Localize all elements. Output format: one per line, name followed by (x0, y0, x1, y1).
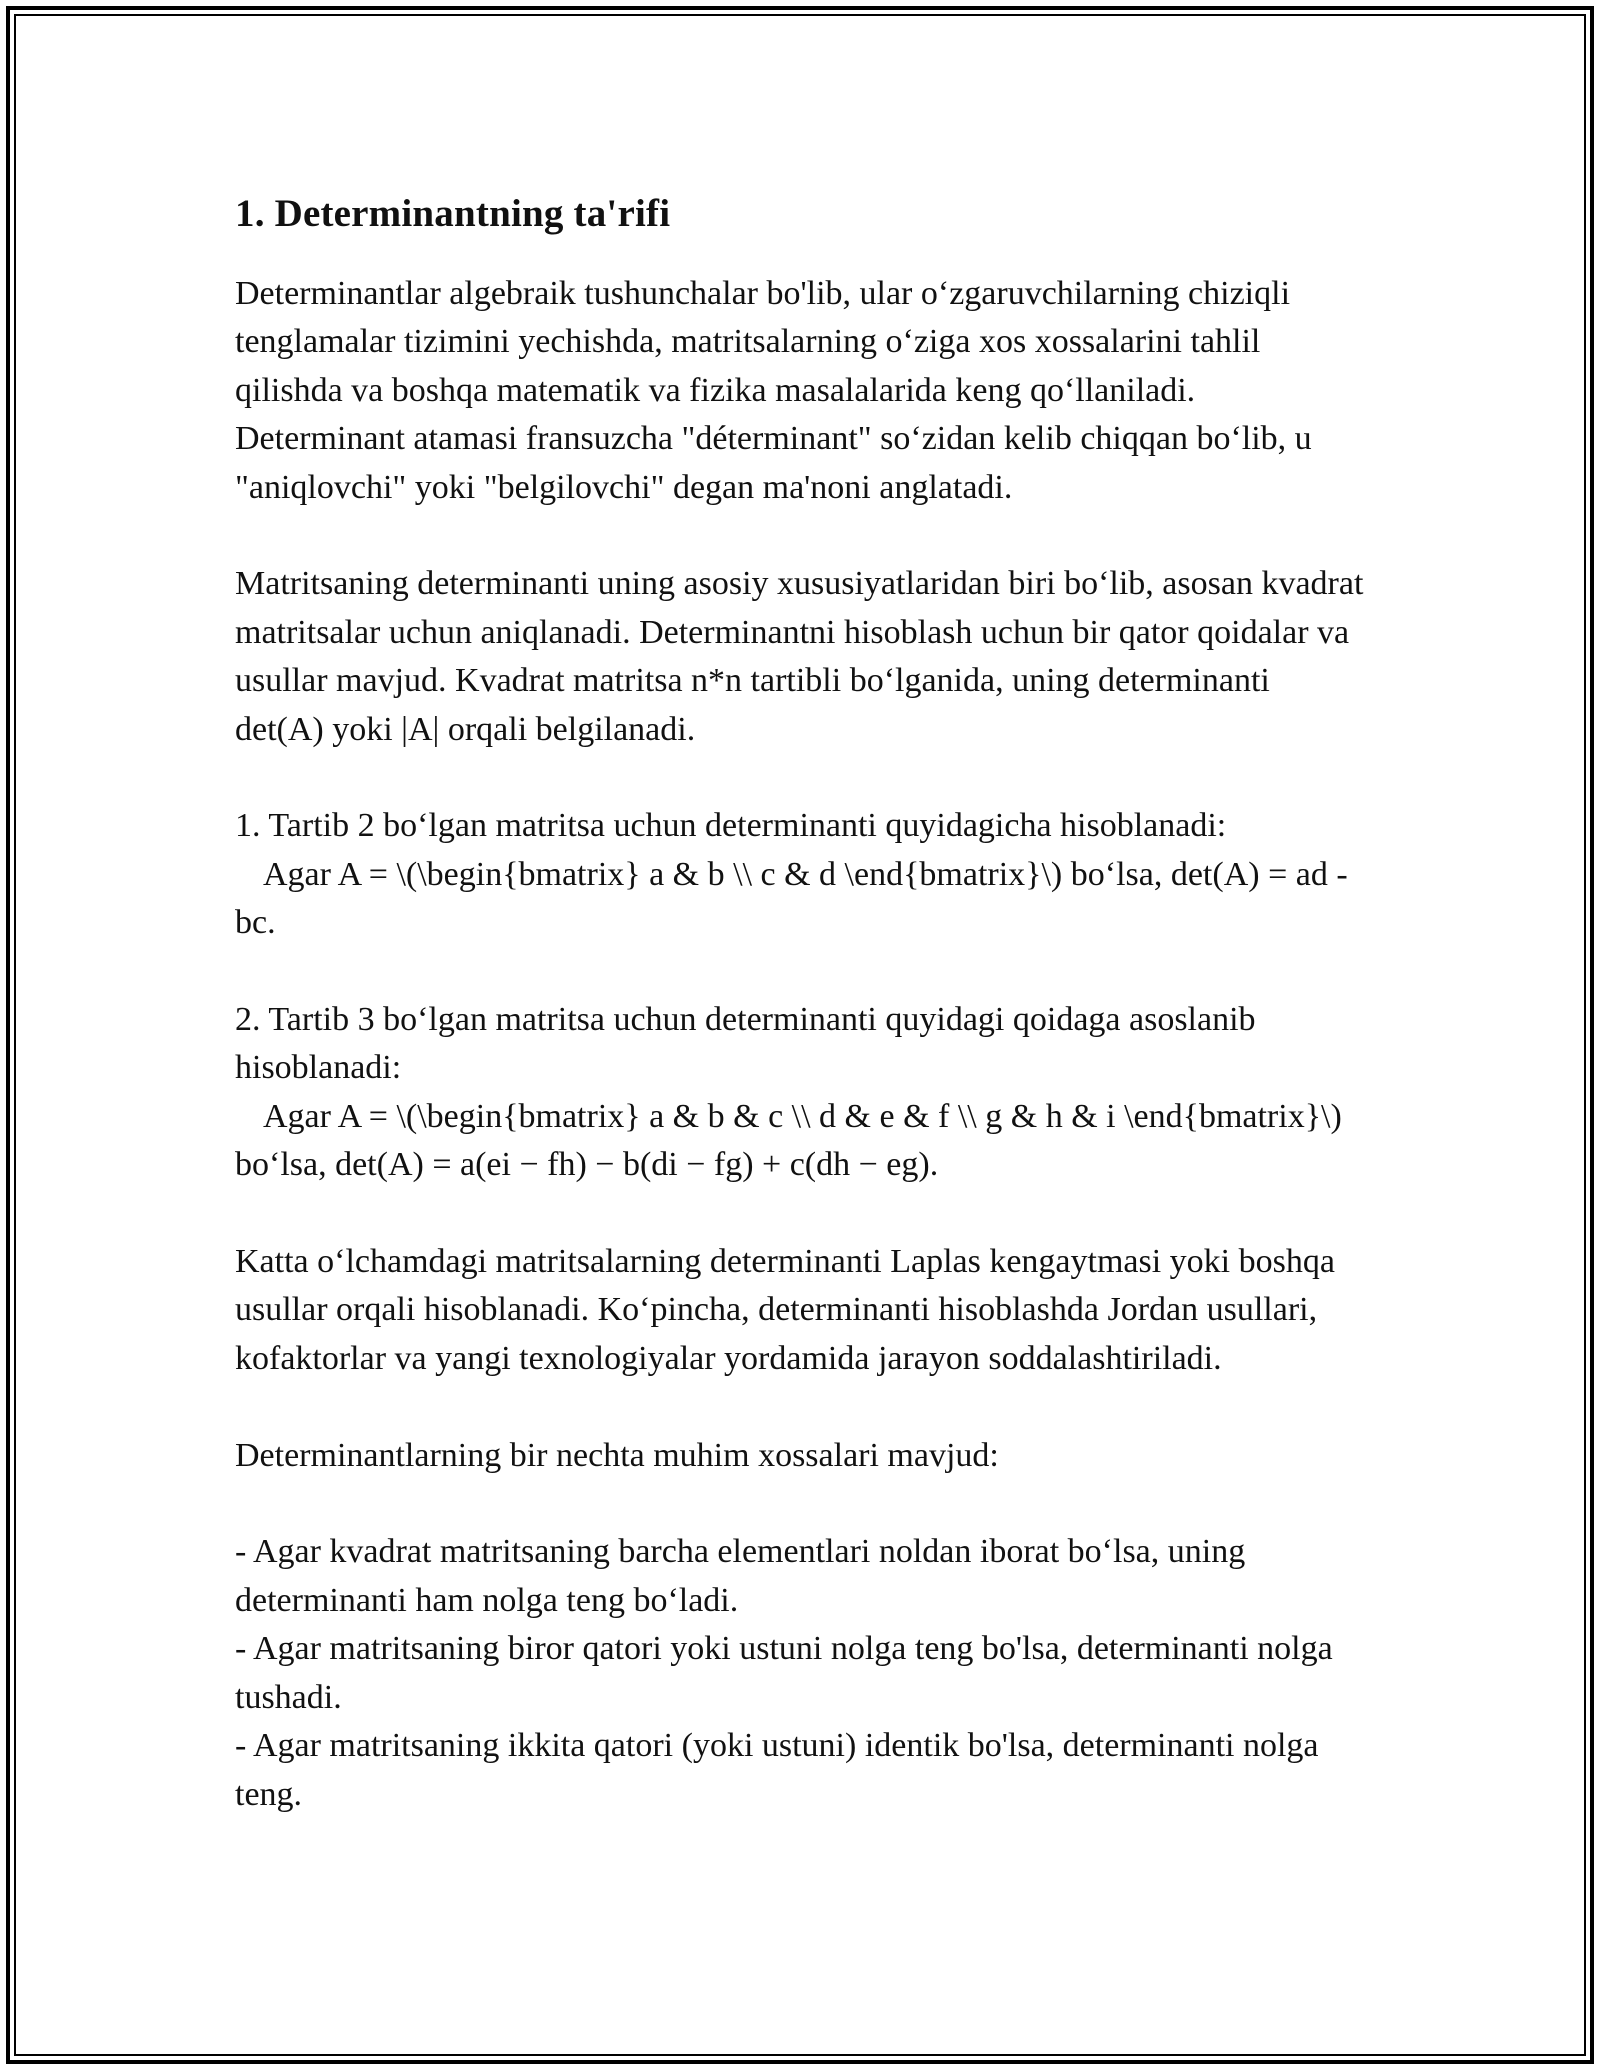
property-item: - Agar kvadrat matritsaning barcha elementlari noldan iborat bo‘lsa, uning determinanti ham nolga teng bo‘ladi. (235, 1533, 1246, 1619)
paragraph-definition: Matritsaning determinanti uning asosiy xususiyatlaridan biri bo‘lib, asosan kvadrat matritsalar uchun aniqlanadi. Determinantni hisoblash uchun bir qator qoidalar va usullar mavjud. Kvadrat matritsa n*n tartibli bo‘lganida, uning determinanti det(A) yoki |A| orqali belgilanadi. (235, 565, 1364, 748)
paragraph-gap (235, 754, 1365, 802)
paragraph-gap (235, 1480, 1365, 1528)
properties-list (235, 1528, 1365, 1818)
list-item-order-2 (235, 802, 1365, 947)
paragraph-intro: Determinantlar algebraik tushunchalar bo'lib, ular o‘zgaruvchilarning chiziqli tenglamalar tizimini yechishda, matritsalarning o‘ziga xos xossalarini tahlil qilishda va boshqa matematik va fizika masalalarida keng qo‘llaniladi. Determinant atamasi fransuzcha "déterminant" so‘zidan kelib chiqqan bo‘lib, u "aniqlovchi" yoki "belgilovchi" degan ma'noni anglatadi. (235, 275, 1312, 506)
property-item: - Agar matritsaning ikkita qatori (yoki ustuni) identik bo'lsa, determinanti nolga teng. (235, 1727, 1319, 1813)
paragraph-properties-intro: Determinantlarning bir nechta muhim xossalari mavjud: (235, 1436, 999, 1474)
formula-order-2: Agar A = \(\begin{bmatrix} a & b \\ c & d \end{bmatrix}\) bo‘lsa, det(A) = ad - bc. (235, 855, 1348, 942)
section-heading: 1. Determinantning ta'rifi (235, 192, 671, 235)
paragraph-gap (235, 512, 1365, 560)
list-item-title: 1. Tartib 2 bo‘lgan matritsa uchun determinanti quyidagicha hisoblanadi: (235, 807, 1227, 845)
paragraph-gap (235, 948, 1365, 996)
list-item-order-3 (235, 996, 1365, 1190)
paragraph-large-matrices: Katta o‘lchamdagi matritsalarning determinanti Laplas kengaytmasi yoki boshqa usullar orqali hisoblanadi. Ko‘pincha, determinanti hisoblashda Jordan usullari, kofaktorlar va yangi texnologiyalar yordamida jarayon soddalashtiriladi. (235, 1243, 1335, 1377)
paragraph-gap (235, 1383, 1365, 1431)
property-item: - Agar matritsaning biror qatori yoki ustuni nolga teng bo'lsa, determinanti nolga tushadi. (235, 1630, 1333, 1716)
formula-order-3: Agar A = \(\begin{bmatrix} a & b & c \\ d & e & f \\ g & h & i \end{bmatrix}\) bo‘lsa, det(A) = a(ei − fh) − b(di − fg) + c(dh − eg). (235, 1097, 1342, 1184)
paragraph-gap (235, 1190, 1365, 1238)
list-item-title: 2. Tartib 3 bo‘lgan matritsa uchun determinanti quyidagi qoidaga asoslanib hisoblanadi: (235, 1001, 1256, 1087)
document-content (235, 185, 1365, 1819)
